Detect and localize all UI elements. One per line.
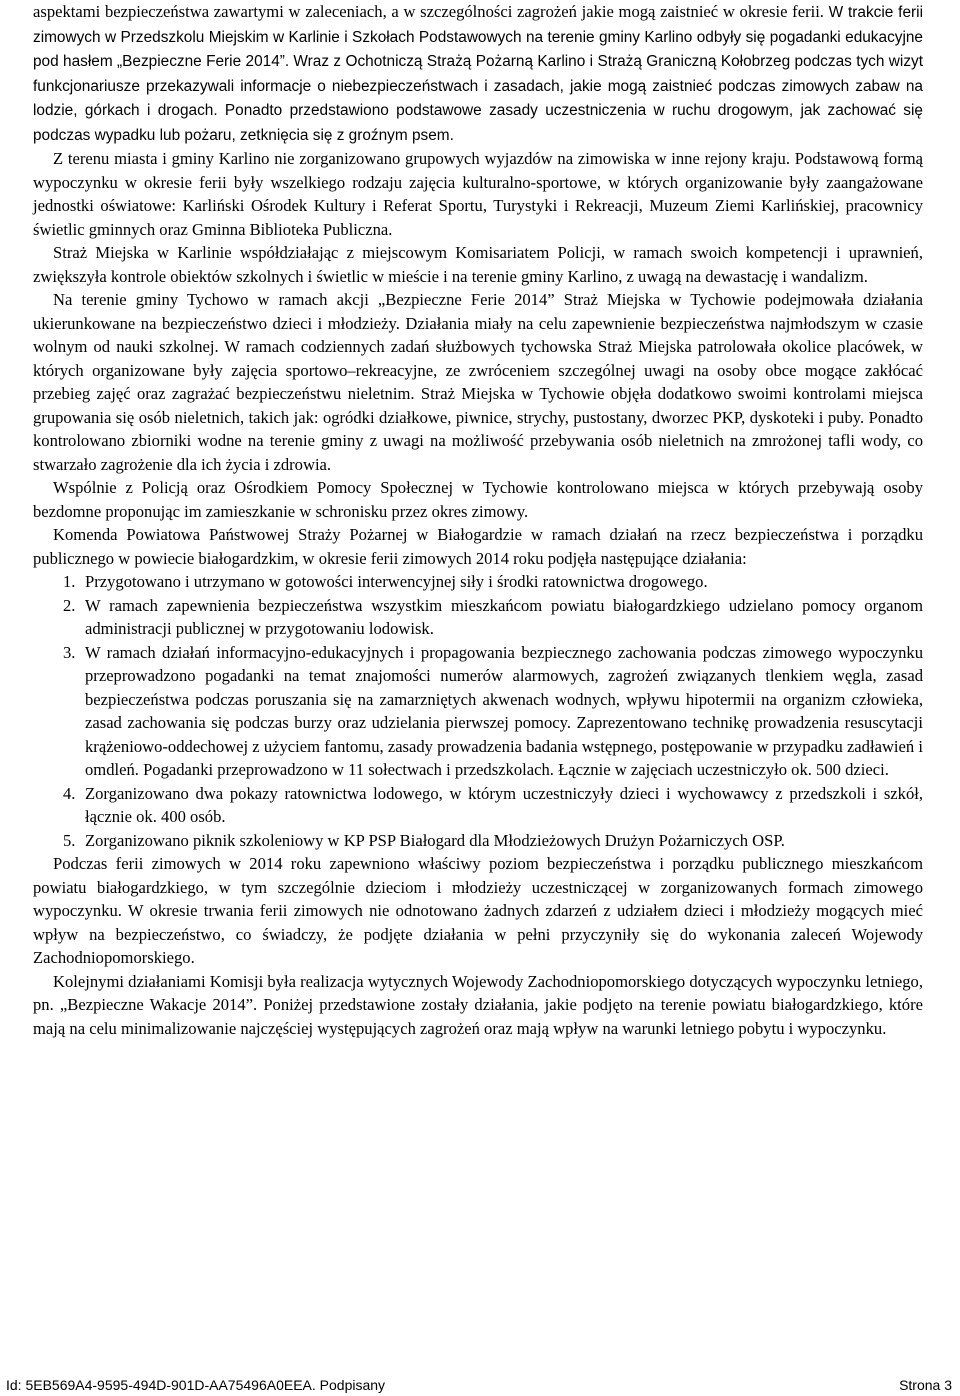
paragraph-podczas: Podczas ferii zimowych w 2014 roku zapewniono właściwy poziom bezpieczeństwa i porządku publicznego mieszkańcom powiatu białogardzkiego, w tym szczególnie dzieciom i młodzieży uczestniczącej w zorganizowanych formach zimowego wypoczynku. W okresie trwania ferii zimowych nie odnotowano żadnych zdarzeń z udziałem dzieci i młodzieży mogących mieć wpływ na bezpieczeństwo, co świadczy, że podjęte działania w pełni przyczyniły się do wykonania zaleceń Wojewody Zachodniopomorskiego. xyxy=(33,854,923,967)
paragraph-tychowo: Na terenie gminy Tychowo w ramach akcji „Bezpieczne Ferie 2014” Straż Miejska w Tychowie podejmowała działania ukierunkowane na bezpieczeństwo dzieci i młodzieży. Działania miały na celu zapewnienie bezpieczeństwa najmłodszym w czasie wolnym od nauki szkolnej. W ramach codziennych zadań służbowych tychowska Straż Miejska patrolowała okolice placówek, w których organizowane były zajęcia sportowo–rekreacyjne, ze zwróceniem szczególnej uwagi na osoby obce mogące zakłócać przebieg zajęć oraz zagrażać bezpieczeństwu nieletnim. Straż Miejska w Tychowie objęła dodatkowo swoimi kontrolami miejsca grupowania się osób nieletnich, takich jak: ogródki działkowe, piwnice, strychy, pustostany, dworzec PKP, dyskoteki i puby. Ponadto kontrolowano zbiorniki wodne na terenie gminy z uwagi na możliwość przebywania osób nieletnich na zmrożonej tafli wody, co stwarzało zagrożenie dla ich życia i zdrowia. xyxy=(33,290,923,474)
list-item xyxy=(63,594,923,641)
intro-text-3: Wraz z Ochotniczą Strażą Pożarną Karlino i Strażą Graniczną Kołobrzeg podczas tych wizyt funkcjonariusze przekazywali informacje o niebezpieczeństwach i zasadach, jakie mogą zaistnieć podczas zimowych zabaw na lodzie, górkach i drogach. xyxy=(33,53,923,119)
paragraph-policja: Wspólnie z Policją oraz Ośrodkiem Pomocy Społecznej w Tychowie kontrolowano miejsca w których przebywają osoby bezdomne proponując im zamieszkanie w schronisku przez okres zimowy. xyxy=(33,478,923,521)
intro-text-4: Ponadto przedstawiono podstawowe zasady uczestniczenia w ruchu drogowym, jak zachować się podczas wypadku lub pożaru, zetknięcia się z groźnym psem. xyxy=(33,102,923,144)
list-item-text: W ramach działań informacyjno-edukacyjnych i propagowania bezpiecznego zachowania podczas zimowego wypoczynku przeprowadzono pogadanki na temat znajomości numerów alarmowych, zagrożeń związanych tlenkiem węgla, zasad bezpieczeństwa podczas poruszania się na zamarzniętych akwenach wodnych, wpływu hipotermii na organizm człowieka, zasad zachowania się podczas burzy oraz udzielania pierwszej pomocy. Zaprezentowano technikę prowadzenia resuscytacji krążeniowo-oddechowej z użyciem fantomu, zasady prowadzenia badania wstępnego, postępowanie w przypadku zadławień i omdleń. Pogadanki przeprowadzono w 11 sołectwach i przedszkolach. Łącznie w zajęciach uczestniczyło ok. 500 dzieci. xyxy=(85,642,923,779)
list-item-number: 2. xyxy=(63,595,76,615)
list-item-number: 5. xyxy=(63,830,76,850)
paragraph-intro xyxy=(33,0,923,147)
page-number: Strona 3 xyxy=(899,1377,952,1393)
paragraph-karlino-trips: Z terenu miasta i gminy Karlino nie zorganizowano grupowych wyjazdów na zimowiska w inne rejony kraju. Podstawową formą wypoczynku w okresie ferii były wszelkiego rodzaju zajęcia kulturalno-sportowe, w których organizowanie były zaangażowane jednostki oświatowe: Karliński Ośrodek Kultury i Referat Sportu, Turystyki i Rekreacji, Muzeum Ziemi Karlińskiej, pracownicy świetlic gminnych oraz Gminna Biblioteka Publiczna. xyxy=(33,149,923,239)
list-item xyxy=(63,782,923,829)
paragraph-straz-karlino: Straż Miejska w Karlinie współdziałając z miejscowym Komisariatem Policji, w ramach swoich kompetencji i uprawnień, zwiększyła kontrole obiektów szkolnych i świetlic w mieście i na terenie gminy Karlino, z uwagą na dewastację i wandalizm. xyxy=(33,243,923,286)
intro-text-2: W trakcie ferii zimowych w Przedszkolu Miejskim w Karlinie i Szkołach Podstawowych na terenie gminy Karlino odbyły się pogadanki edukacyjne pod hasłem „Bezpieczne Ferie 2014”. xyxy=(33,4,923,70)
list-item-text: Przygotowano i utrzymano w gotowości interwencyjnej siły i środki ratownictwa drogowego. xyxy=(85,572,708,591)
paragraph-komenda: Komenda Powiatowa Państwowej Straży Pożarnej w Białogardzie w ramach działań na rzecz bezpieczeństwa i porządku publicznego w powiecie białogardzkim, w okresie ferii zimowych 2014 roku podjęła następujące działania: xyxy=(33,525,923,568)
list-item-text: Zorganizowano piknik szkoleniowy w KP PSP Białogard dla Młodzieżowych Drużyn Pożarniczych OSP. xyxy=(85,830,785,850)
list-item xyxy=(63,641,923,782)
paragraph-kolejnymi: Kolejnymi działaniami Komisji była realizacja wytycznych Wojewody Zachodniopomorskiego dotyczących wypoczynku letniego, pn. „Bezpieczne Wakacje 2014”. Poniżej przedstawione zostały działania, jakie podjęto na terenie powiatu białogardzkiego, które mają na celu minimalizowanie najczęściej występujących zagrożeń oraz mają wpływ na warunki letniego pobytu i wypoczynku. xyxy=(33,971,923,1038)
page-footer xyxy=(6,1376,952,1394)
intro-text-1: aspektami bezpieczeństwa zawartymi w zaleceniach, a w szczególności zagrożeń jakie mogą zaistnieć w okresie ferii. xyxy=(33,2,824,21)
list-item xyxy=(63,829,923,853)
list-item-text: W ramach zapewnienia bezpieczeństwa wszystkim mieszkańcom powiatu białogardzkiego udzielano pomocy organom administracji publicznej w przygotowaniu lodowisk. xyxy=(85,595,923,638)
list-item-number: 3. xyxy=(63,642,76,662)
document-id: Id: 5EB569A4-9595-494D-901D-AA75496A0EEA. Podpisany xyxy=(6,1377,386,1393)
actions-list xyxy=(33,570,923,852)
list-item-number: 4. xyxy=(63,783,76,803)
list-item xyxy=(63,570,923,594)
document-page xyxy=(33,0,923,1040)
list-item-number: 1. xyxy=(63,572,76,591)
list-item-text: Zorganizowano dwa pokazy ratownictwa lodowego, w którym uczestniczyły dzieci i wychowawcy z przedszkoli i szkół, łącznie ok. 400 osób. xyxy=(85,783,923,826)
